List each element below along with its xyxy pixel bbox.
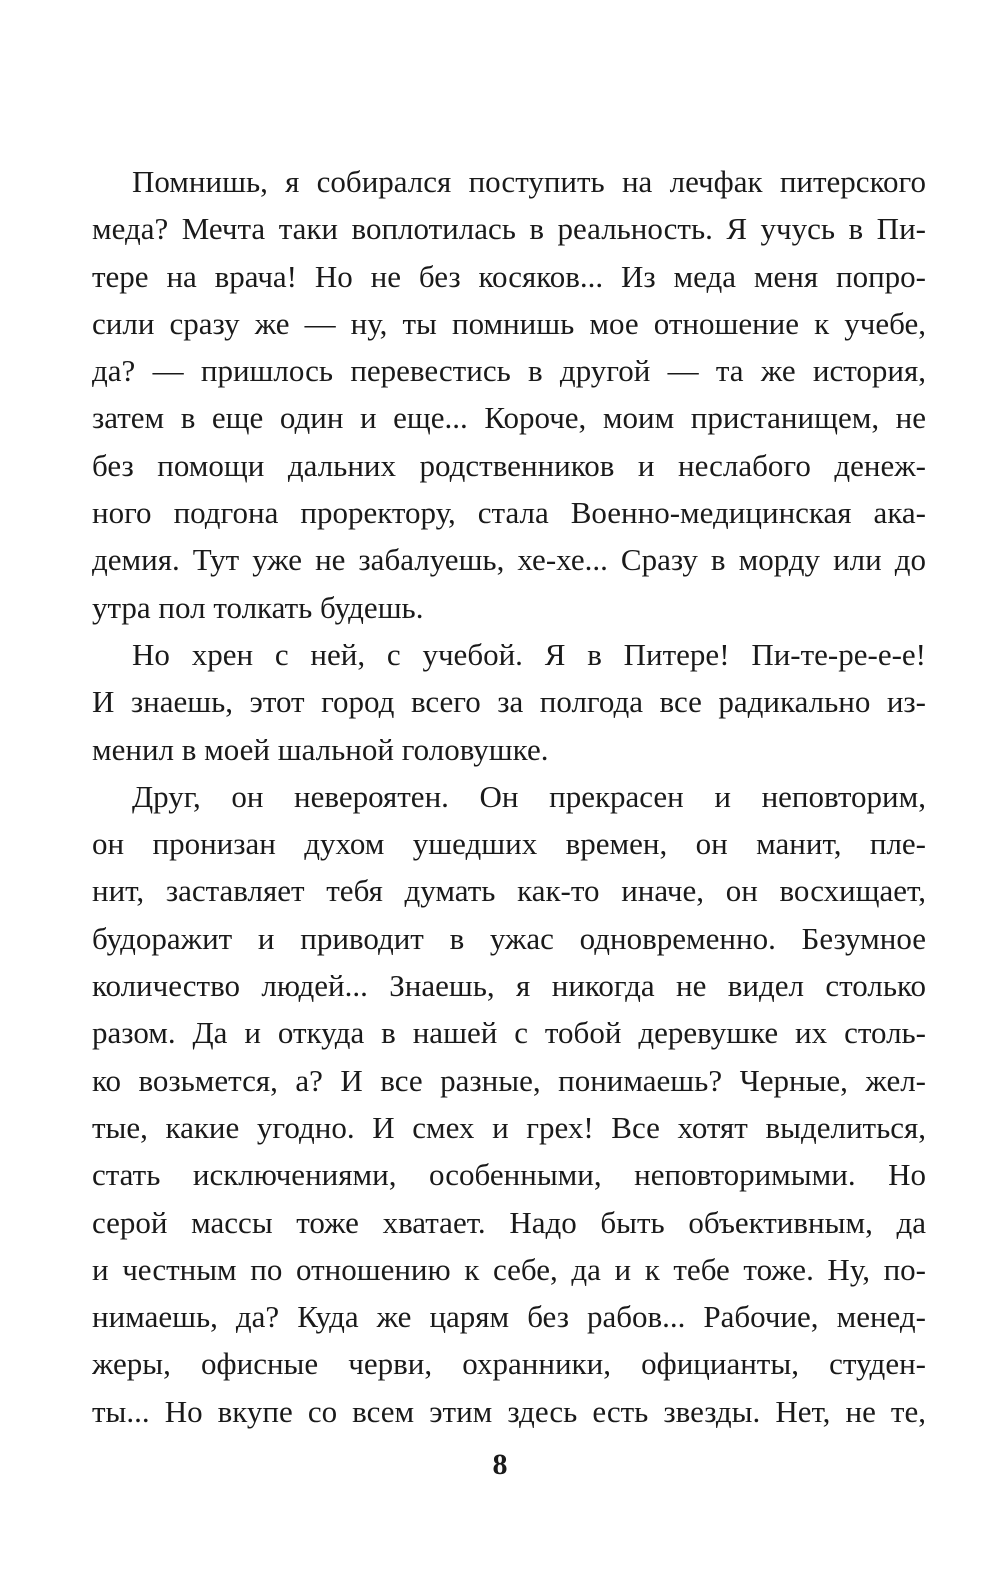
text-line: демия. Тут уже не забалуешь, хе-хе... Сразу в морду или до [92,542,926,578]
text-line: ты... Но вкупе со всем этим здесь есть звезды. Нет, не те, [92,1393,926,1429]
text-line: стать исключениями, особенными, неповторимыми. Но [92,1157,926,1193]
text-line: без помощи дальних родственников и неслабого денеж- [92,447,926,483]
body-text [92,158,926,1435]
text-line: и честным по отношению к себе, да и к тебе тоже. Ну, по- [92,1251,926,1287]
text-line: будоражит и приводит в ужас одновременно. Безумное [92,920,926,956]
text-line: нит, заставляет тебя думать как-то иначе, он восхищает, [92,873,926,909]
text-line: Друг, он невероятен. Он прекрасен и неповторим, [132,778,926,814]
text-line: ного подгона проректору, стала Военно-медицинская ака- [92,495,926,531]
text-line: ко возьмется, а? И все разные, понимаешь? Черные, жел- [92,1062,926,1098]
text-line: меда? Мечта таки воплотилась в реальность. Я учусь в Пи- [92,211,926,247]
text-line: менил в моей шальной головушке. [92,731,549,767]
text-line: жеры, офисные черви, охранники, официанты, студен- [92,1346,926,1382]
text-line: тые, какие угодно. И смех и грех! Все хотят выделиться, [92,1109,926,1145]
text-line: затем в еще один и еще... Короче, моим пристанищем, не [92,400,926,436]
text-line: тере на врача! Но не без косяков... Из меда меня попро- [92,258,926,294]
text-line: он пронизан духом ушедших времен, он манит, пле- [92,826,926,862]
text-line: И знаешь, этот город всего за полгода все радикально из- [92,684,926,720]
text-line: серой массы тоже хватает. Надо быть объективным, да [92,1204,926,1240]
text-line: нимаешь, да? Куда же царям без рабов... Рабочие, менед- [92,1299,926,1335]
text-line: сили сразу же — ну, ты помнишь мое отношение к учебе, [92,305,926,341]
text-line: Но хрен с ней, с учебой. Я в Питере! Пи-те-ре-е-е! [132,636,926,672]
text-line: утра пол толкать будешь. [92,589,424,625]
text-line: да? — пришлось перевестись в другой — та же история, [92,353,926,389]
text-line: количество людей... Знаешь, я никогда не видел столько [92,968,926,1004]
text-line: Помнишь, я собирался поступить на лечфак питерского [132,164,926,199]
text-line: разом. Да и откуда в нашей с тобой деревушке их столь- [92,1015,926,1051]
page-number: 8 [492,1448,508,1481]
